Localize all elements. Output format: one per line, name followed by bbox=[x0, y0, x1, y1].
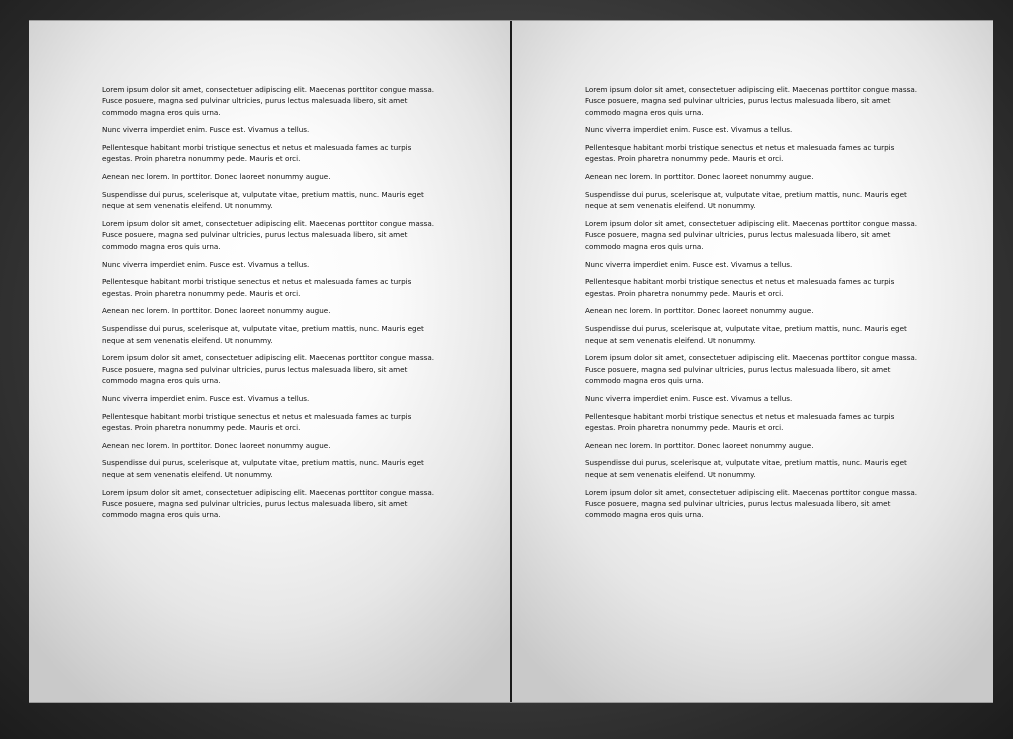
paragraph: Aenean nec lorem. In porttitor. Donec laoreet nonummy augue. bbox=[102, 306, 331, 316]
paragraph: Aenean nec lorem. In porttitor. Donec laoreet nonummy augue. bbox=[585, 440, 814, 450]
paragraph: Lorem ipsum dolor sit amet, consectetuer adipiscing elit. Maecenas porttitor congue massa. Fusce posuere, magna sed pulvinar ultricies, purus lectus malesuada libero, sit amet commodo magna eros quis urna. bbox=[585, 353, 918, 385]
paragraph: Suspendisse dui purus, scelerisque at, vulputate vitae, pretium mattis, nunc. Mauris eget neque at sem venenatis eleifend. Ut nonummy. bbox=[102, 190, 424, 211]
paragraph: Pellentesque habitant morbi tristique senectus et netus et malesuada fames ac turpis egestas. Proin pharetra nonummy pede. Mauris et orci. bbox=[585, 277, 895, 298]
paragraph: Pellentesque habitant morbi tristique senectus et netus et malesuada fames ac turpis egestas. Proin pharetra nonummy pede. Mauris et orci. bbox=[102, 277, 412, 298]
paragraph: Suspendisse dui purus, scelerisque at, vulputate vitae, pretium mattis, nunc. Mauris eget neque at sem venenatis eleifend. Ut nonummy. bbox=[102, 324, 424, 345]
paragraph: Suspendisse dui purus, scelerisque at, vulputate vitae, pretium mattis, nunc. Mauris eget neque at sem venenatis eleifend. Ut nonummy. bbox=[102, 458, 424, 479]
paragraph: Aenean nec lorem. In porttitor. Donec laoreet nonummy augue. bbox=[585, 306, 814, 316]
paragraph: Nunc viverra imperdiet enim. Fusce est. Vivamus a tellus. bbox=[102, 259, 310, 269]
paragraph: Lorem ipsum dolor sit amet, consectetuer adipiscing elit. Maecenas porttitor congue massa. Fusce posuere, magna sed pulvinar ultricies, purus lectus malesuada libero, sit amet commodo magna eros quis urna. bbox=[102, 85, 435, 117]
right-page[interactable] bbox=[512, 21, 993, 702]
paragraph: Lorem ipsum dolor sit amet, consectetuer adipiscing elit. Maecenas porttitor congue massa. Fusce posuere, magna sed pulvinar ultricies, purus lectus malesuada libero, sit amet commodo magna eros quis urna. bbox=[585, 85, 918, 117]
paragraph: Pellentesque habitant morbi tristique senectus et netus et malesuada fames ac turpis egestas. Proin pharetra nonummy pede. Mauris et orci. bbox=[102, 411, 412, 432]
paragraph: Suspendisse dui purus, scelerisque at, vulputate vitae, pretium mattis, nunc. Mauris eget neque at sem venenatis eleifend. Ut nonummy. bbox=[585, 190, 907, 211]
paragraph: Aenean nec lorem. In porttitor. Donec laoreet nonummy augue. bbox=[102, 172, 331, 182]
paragraph: Aenean nec lorem. In porttitor. Donec laoreet nonummy augue. bbox=[102, 440, 331, 450]
right-page-content bbox=[585, 84, 925, 527]
paragraph: Lorem ipsum dolor sit amet, consectetuer adipiscing elit. Maecenas porttitor congue massa. Fusce posuere, magna sed pulvinar ultricies, purus lectus malesuada libero, sit amet commodo magna eros quis urna. bbox=[102, 219, 435, 251]
paragraph: Nunc viverra imperdiet enim. Fusce est. Vivamus a tellus. bbox=[585, 393, 793, 403]
paragraph: Lorem ipsum dolor sit amet, consectetuer adipiscing elit. Maecenas porttitor congue massa. Fusce posuere, magna sed pulvinar ultricies, purus lectus malesuada libero, sit amet commodo magna eros quis urna. bbox=[585, 487, 918, 520]
paragraph: Pellentesque habitant morbi tristique senectus et netus et malesuada fames ac turpis egestas. Proin pharetra nonummy pede. Mauris et orci. bbox=[102, 143, 412, 164]
paragraph: Pellentesque habitant morbi tristique senectus et netus et malesuada fames ac turpis egestas. Proin pharetra nonummy pede. Mauris et orci. bbox=[585, 143, 895, 164]
paragraph: Suspendisse dui purus, scelerisque at, vulputate vitae, pretium mattis, nunc. Mauris eget neque at sem venenatis eleifend. Ut nonummy. bbox=[585, 458, 907, 479]
paragraph: Lorem ipsum dolor sit amet, consectetuer adipiscing elit. Maecenas porttitor congue massa. Fusce posuere, magna sed pulvinar ultricies, purus lectus malesuada libero, sit amet commodo magna eros quis urna. bbox=[585, 219, 918, 251]
paragraph: Lorem ipsum dolor sit amet, consectetuer adipiscing elit. Maecenas porttitor congue massa. Fusce posuere, magna sed pulvinar ultricies, purus lectus malesuada libero, sit amet commodo magna eros quis urna. bbox=[102, 487, 435, 520]
two-page-spread bbox=[29, 20, 993, 703]
paragraph: Aenean nec lorem. In porttitor. Donec laoreet nonummy augue. bbox=[585, 172, 814, 182]
paragraph: Suspendisse dui purus, scelerisque at, vulputate vitae, pretium mattis, nunc. Mauris eget neque at sem venenatis eleifend. Ut nonummy. bbox=[585, 324, 907, 345]
left-page[interactable] bbox=[29, 21, 510, 702]
paragraph: Pellentesque habitant morbi tristique senectus et netus et malesuada fames ac turpis egestas. Proin pharetra nonummy pede. Mauris et orci. bbox=[585, 411, 895, 432]
paragraph: Nunc viverra imperdiet enim. Fusce est. Vivamus a tellus. bbox=[585, 125, 793, 135]
paragraph: Nunc viverra imperdiet enim. Fusce est. Vivamus a tellus. bbox=[102, 125, 310, 135]
paragraph: Nunc viverra imperdiet enim. Fusce est. Vivamus a tellus. bbox=[102, 393, 310, 403]
paragraph: Nunc viverra imperdiet enim. Fusce est. Vivamus a tellus. bbox=[585, 259, 793, 269]
paragraph: Lorem ipsum dolor sit amet, consectetuer adipiscing elit. Maecenas porttitor congue massa. Fusce posuere, magna sed pulvinar ultricies, purus lectus malesuada libero, sit amet commodo magna eros quis urna. bbox=[102, 353, 435, 385]
left-page-content bbox=[102, 84, 442, 527]
